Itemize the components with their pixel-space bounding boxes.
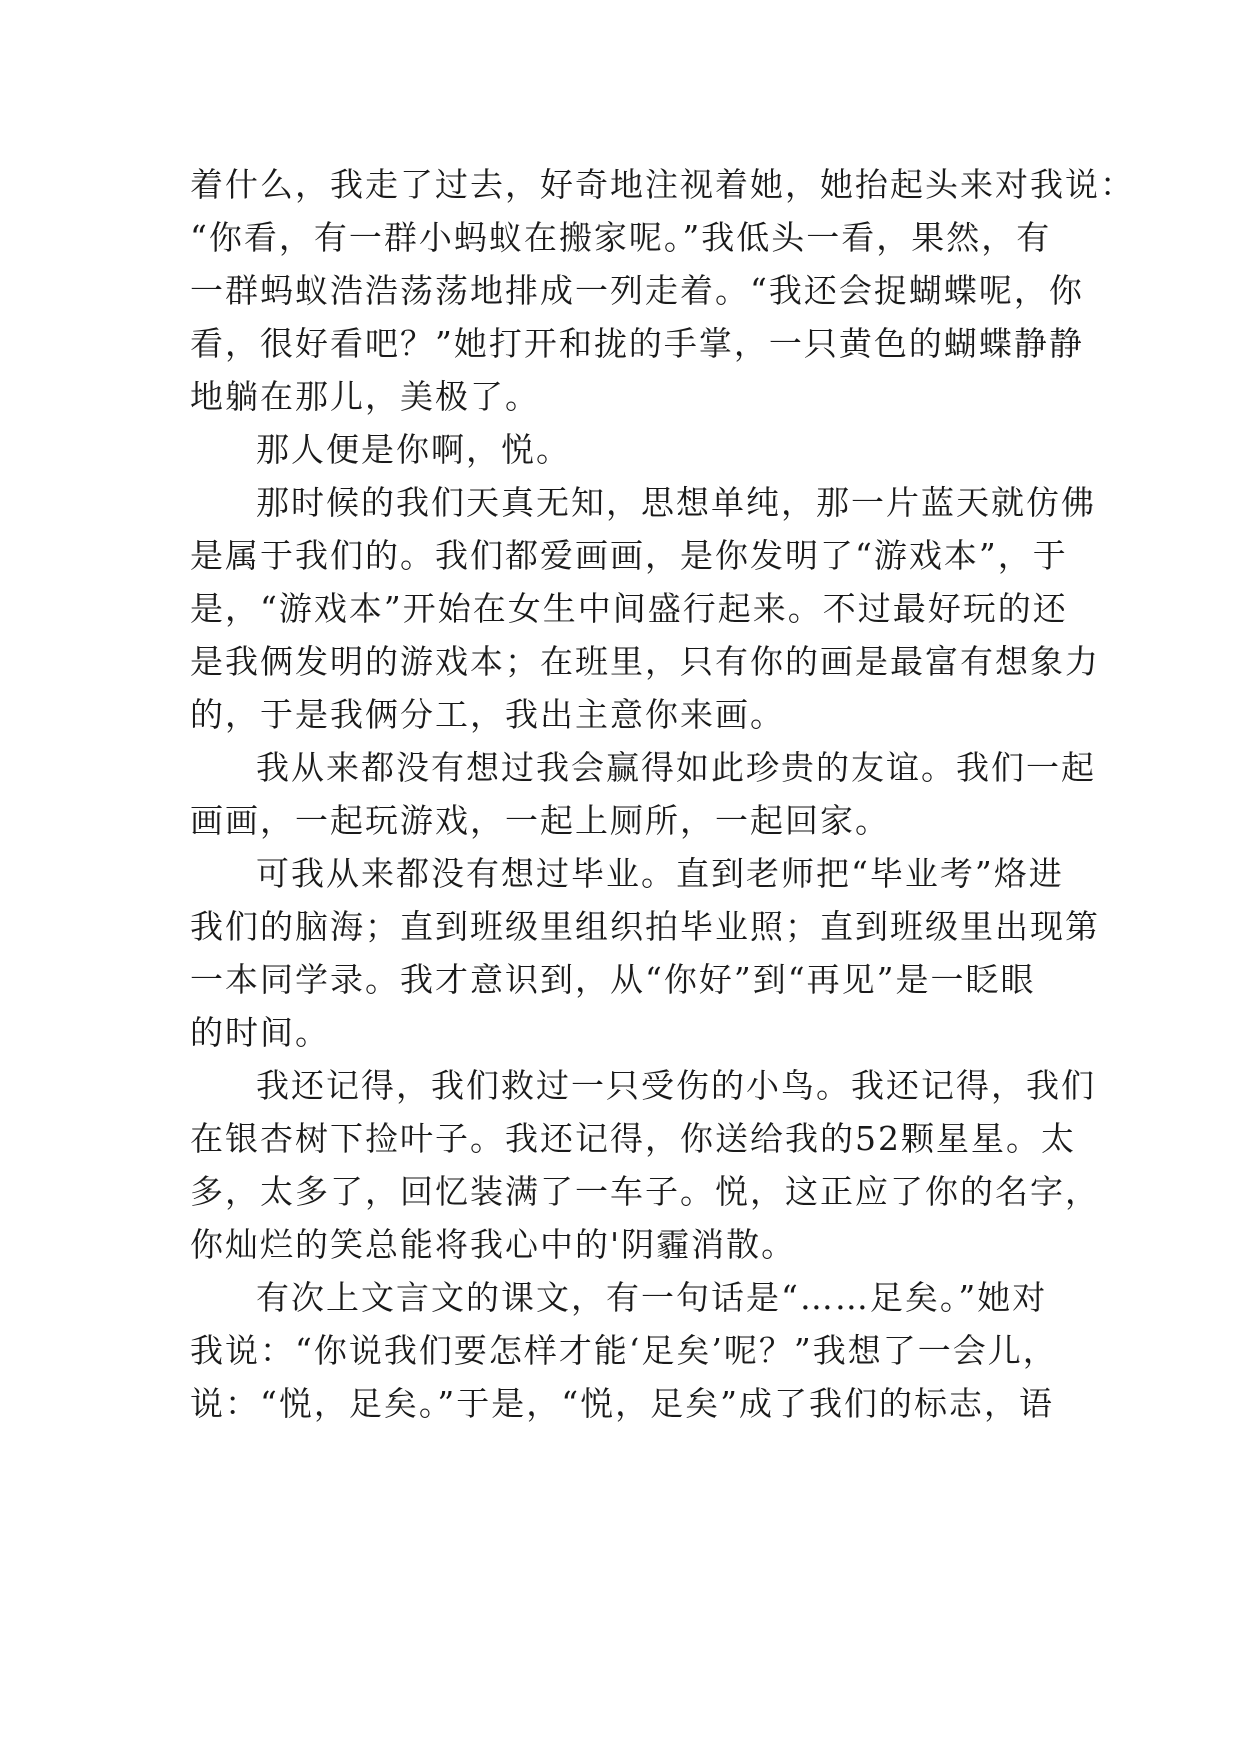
text-line: 是，“游戏本”开始在女生中间盛行起来。不过最好玩的还 (190, 589, 1068, 628)
text-line: 多，太多了，回忆装满了一车子。悦，这正应了你的名字， (190, 1172, 1100, 1211)
text-line: 一群蚂蚁浩浩荡荡地排成一列走着。“我还会捉蝴蝶呢，你 (190, 271, 1084, 310)
text-line: “你看，有一群小蚂蚁在搬家呢。”我低头一看，果然，有 (190, 218, 1052, 257)
text-line: 有次上文言文的课文，有一句话是“……足矣。”她对 (256, 1278, 1048, 1317)
text-line: 在银杏树下捡叶子。我还记得，你送给我的52颗星星。太 (190, 1119, 1076, 1158)
text-line: 那人便是你啊，悦。 (256, 430, 571, 469)
text-line: 的时间。 (190, 1013, 330, 1052)
text-line: 的，于是我俩分工，我出主意你来画。 (190, 695, 785, 734)
text-line: 你灿烂的笑总能将我心中的'阴霾消散。 (190, 1225, 797, 1264)
text-line: 我还记得，我们救过一只受伤的小鸟。我还记得，我们 (256, 1066, 1096, 1105)
text-line: 一本同学录。我才意识到，从“你好”到“再见”是一眨眼 (190, 960, 1036, 999)
text-line: 看，很好看吧？”她打开和拢的手掌，一只黄色的蝴蝶静静 (190, 324, 1084, 363)
text-line: 画画，一起玩游戏，一起上厕所，一起回家。 (190, 801, 890, 840)
text-line: 可我从来都没有想过毕业。直到老师把“毕业考”烙进 (256, 854, 1064, 893)
text-line: 我们的脑海；直到班级里组织拍毕业照；直到班级里出现第 (190, 907, 1100, 946)
text-line: 是属于我们的。我们都爱画画，是你发明了“游戏本”，于 (190, 536, 1068, 575)
text-line: 说：“悦，足矣。”于是，“悦，足矣”成了我们的标志，语 (190, 1384, 1054, 1423)
text-line: 地躺在那儿，美极了。 (190, 377, 540, 416)
text-line: 着什么，我走了过去，好奇地注视着她，她抬起头来对我说： (190, 165, 1135, 204)
text-line: 我说：“你说我们要怎样才能‘足矣’呢？”我想了一会儿， (190, 1331, 1058, 1370)
text-line: 是我俩发明的游戏本；在班里，只有你的画是最富有想象力 (190, 642, 1100, 681)
text-line: 那时候的我们天真无知，思想单纯，那一片蓝天就仿佛 (256, 483, 1096, 522)
text-line: 我从来都没有想过我会赢得如此珍贵的友谊。我们一起 (256, 748, 1096, 787)
